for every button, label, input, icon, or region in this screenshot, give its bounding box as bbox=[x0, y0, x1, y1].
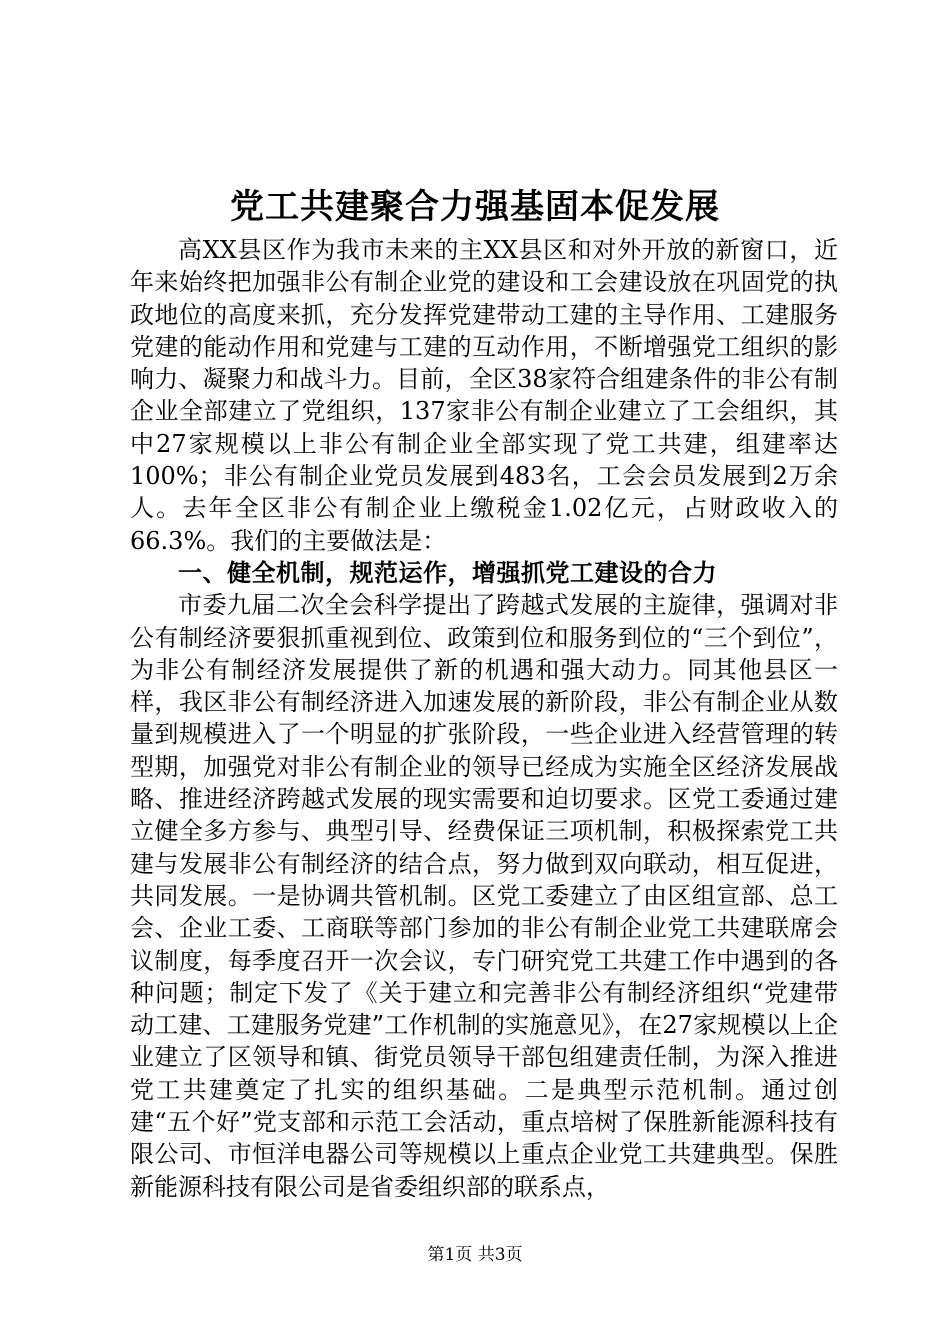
section-paragraph: 市委九届二次全会科学提出了跨越式发展的主旋律，强调对非公有制经济要狠抓重视到位、政策到位和服务到位的“三个到位”，为非公有制经济发展提供了新的机遇和强大动力。同其他县区一样，我区非公有制经济进入加速发展的新阶段，非公有制企业从数量到规模进入了一个明显的扩张阶段，一些企业进入经营管理的转型期，加强党对非公有制企业的领导已经成为实施全区经济发展战略、推进经济跨越式发展的现实需要和迫切要求。区党工委通过建立健全多方参与、典型引导、经费保证三项机制，积极探索党工共建与发展非公有制经济的结合点，努力做到双向联动，相互促进，共同发展。一是协调共管机制。区党工委建立了由区组宣部、总工会、企业工委、工商联等部门参加的非公有制企业党工共建联席会议制度，每季度召开一次会议，专门研究党工共建工作中遇到的各种问题；制定下发了《关于建立和完善非公有制经济组织“党建带动工建、工建服务党建”工作机制的实施意见》，在27家规模以上企业建立了区领导和镇、街党员领导干部包组建责任制，为深入推进党工共建奠定了扎实的组织基础。二是典型示范机制。通过创建“五个好”党支部和示范工会活动，重点培树了保胜新能源科技有限公司、市恒洋电器公司等规模以上重点企业党工共建典型。保胜新能源科技有限公司是省委组织部的联系点， bbox=[130, 591, 838, 1201]
section-heading: 一、健全机制，规范运作，增强抓党工建设的合力 bbox=[178, 557, 717, 587]
intro-paragraph: 高XX县区作为我市未来的主XX县区和对外开放的新窗口，近年来始终把加强非公有制企业党的建设和工会建设放在巩固党的执政地位的高度来抓，充分发挥党建带动工建的主导作用、工建服务党建的能动作用和党建与工建的互动作用，不断增强党工组织的影响力、凝聚力和战斗力。目前，全区38家符合组建条件的非公有制企业全部建立了党组织，137家非公有制企业建立了工会组织，其中27家规模以上非公有制企业全部实现了党工共建，组建率达100%；非公有制企业党员发展到483名，工会会员发展到2万余人。去年全区非公有制企业上缴税金1.02亿元，占财政收入的66.3%。我们的主要做法是： bbox=[130, 236, 838, 555]
page-footer: 第1页 共3页 bbox=[427, 1245, 523, 1265]
document-body bbox=[130, 234, 838, 1203]
document-title: 党工共建聚合力强基固本促发展 bbox=[230, 187, 720, 227]
